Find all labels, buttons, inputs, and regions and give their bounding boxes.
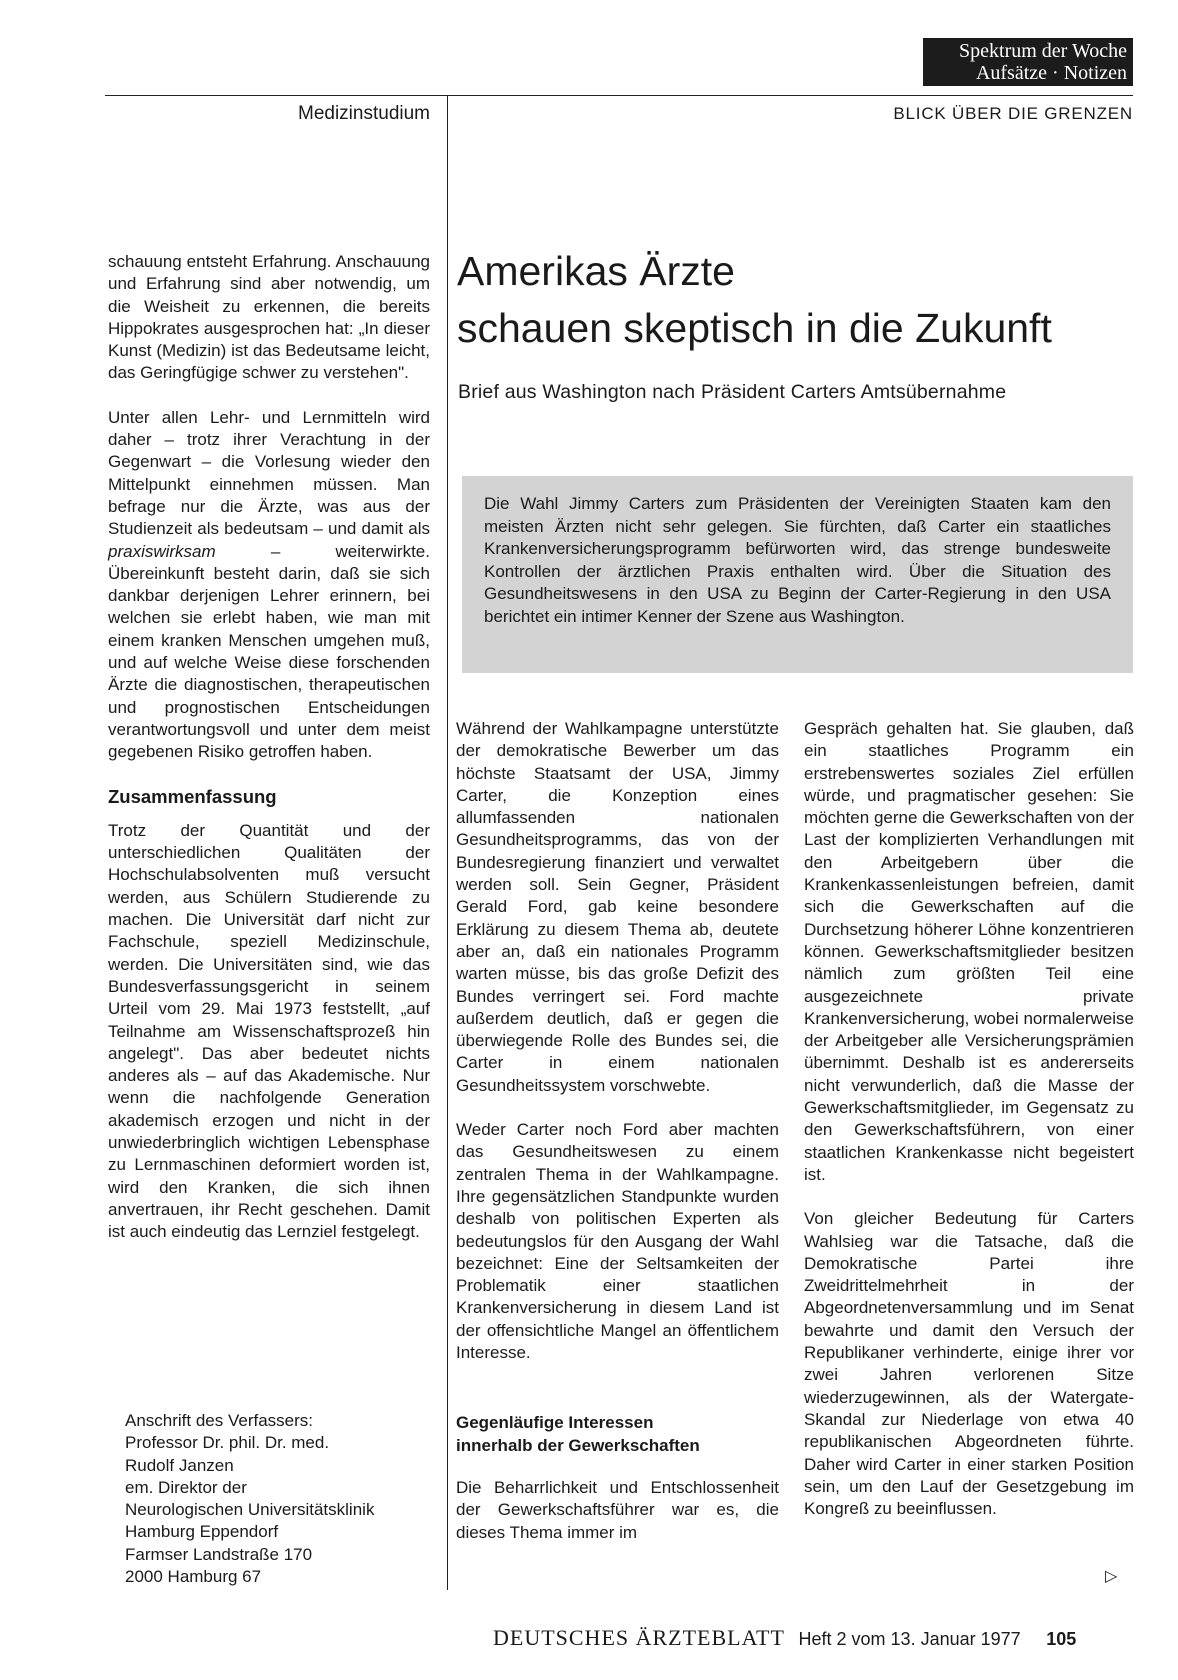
page-footer: [493, 1625, 1076, 1651]
article-title: Amerikas Ärzte schauen skeptisch in die Zukunft: [457, 248, 1052, 351]
author-address: [125, 1410, 374, 1588]
issue-info: Heft 2 vom 13. Januar 1977: [798, 1629, 1021, 1649]
paragraph: Weder Carter noch Ford aber machten das Gesundheitswesen zu einem zentralen Thema in der Wahlkampagne. Ihre gegensätzlichen Standpunkte wurden deshalb von politischen Experten als bedeutungslos für den Ausgang der Wahl bezeichnet: Eine der Seltsamkeiten der Problematik einer staatlichen Krankenversicherung in diesem Land ist der offensichtliche Mangel an öffentlichem Interesse.: [456, 1120, 779, 1363]
emphasis: praxiswirksam: [108, 541, 216, 561]
badge-line-2: Aufsätze · Notizen: [975, 62, 1127, 84]
address-line: Hamburg Eppendorf: [125, 1522, 279, 1542]
section-header-left: Medizinstudium: [298, 103, 430, 124]
paragraph: Gespräch gehalten hat. Sie glauben, daß ein staatliches Programm ein erstrebenswertes soziales Ziel erfüllen würde, und pragmatischer gesehen: Sie möchten gerne die Gewerkschaften von der Last der komplizierten Verhandlungen mit den Arbeitgebern über die Krankenkassenleistungen befreien, damit sich die Gewerkschaften auf die Durchsetzung höherer Löhne konzentrieren können. Gewerkschaftsmitglieder besitzen nämlich zum größten Teil eine ausgezeichnete private Krankenversicherung, wobei normalerweise der Arbeitgeber alle Versicherungsprämien übernimmt. Deshalb ist es andererseits nicht verwunderlich, daß die Masse der Gewerkschaftsmitglieder, im Gegensatz zu den Gewerkschaftsführern, von einer staatlichen Krankenkasse nicht begeistert ist.: [804, 719, 1134, 1184]
page-number: 105: [1046, 1629, 1077, 1649]
column-right: [804, 718, 1134, 1520]
badge-line-1: Spektrum der Woche: [959, 40, 1127, 62]
column-divider: [447, 95, 448, 1590]
address-line: Farmser Landstraße 170: [125, 1544, 313, 1564]
subheading: Gegenläufige Interessen innerhalb der Gewerkschaften: [456, 1413, 700, 1455]
header-rule: [105, 95, 1133, 96]
address-line: Rudolf Janzen: [125, 1455, 234, 1475]
address-line: Neurologischen Universitätsklinik: [125, 1500, 375, 1520]
address-line: em. Direktor der: [125, 1477, 247, 1497]
paragraph: Die Beharrlichkeit und Entschlossenheit der Gewerkschaftsführer war es, die dieses Thema immer im: [456, 1477, 779, 1542]
section-badge: [923, 38, 1133, 86]
paragraph: schauung entsteht Erfahrung. Anschauung und Erfahrung sind aber notwendig, um die Weisheit zu erkennen, die bereits Hippokrates ausgesprochen hat: „In dieser Kunst (Medizin) ist das Bedeutsame leicht, das Geringfügige schwer zu verstehen".: [108, 252, 430, 383]
address-line: 2000 Hamburg 67: [125, 1567, 262, 1587]
teaser-box: [462, 476, 1133, 673]
magazine-name: DEUTSCHES ÄRZTEBLATT: [493, 1625, 785, 1650]
teaser-text: Die Wahl Jimmy Carters zum Präsidenten der Vereinigten Staaten kam den meisten Ärzten nicht sehr gelegen. Sie fürchten, daß Carter ein staatliches Krankenversicherungsprogramm befürworten wird, das strenge bundesweite Kontrollen der ärztlichen Praxis enthalten wird. Über die Situation des Gesundheitswesens in den USA zu Beginn der Carter-Regierung in den USA berichtet ein intimer Kenner der Szene aus Washington.: [484, 494, 1111, 626]
address-line: Professor Dr. phil. Dr. med.: [125, 1433, 330, 1453]
paragraph: Während der Wahlkampagne unterstützte der demokratische Bewerber um das höchste Staatsamt der USA, Jimmy Carter, die Konzeption eines allumfassenden nationalen Gesundheitsprogramms, das von der Bundesregierung finanziert und verwaltet werden soll. Sein Gegner, Präsident Gerald Ford, gab keine besondere Erklärung zu diesem Thema ab, deutete aber an, daß ein nationales Programm warten müsse, bis das große Defizit des Bundes verringert sei. Ford machte außerdem deutlich, daß er gegen die überwiegende Rolle des Bundes sei, die Carter in einem nationalen Gesundheitssystem vorschwebte.: [456, 719, 779, 1095]
summary-heading: Zusammenfassung: [108, 785, 277, 807]
paragraph: Unter allen Lehr- und Lernmitteln wird daher – trotz ihrer Verachtung in der Gegenwart – die Vorlesung wieder den Mittelpunkt einnehmen müssen. Man befrage nur die Ärzte, was aus der Studienzeit als bedeutsam – und damit als praxiswirksam – weiterwirkte. Übereinkunft besteht darin, daß sie sich dankbar derjenigen Lehrer erinnern, bei welchen sie erlebt haben, wie man mit einem kranken Menschen umgehen muß, und auf welche Weise diese forschenden Ärzte die diagnostischen, therapeutischen und prognostischen Entscheidungen verantwortungsvoll und unter dem meist gegebenen Risiko getroffen haben.: [108, 407, 430, 762]
summary-paragraph: Trotz der Quantität und der unterschiedlichen Qualitäten der Hochschulabsolventen muß versucht werden, aus Schülern Studierende zu machen. Die Universität darf nicht zur Fachschule, speziell Medizinschule, werden. Die Universitäten sind, wie das Bundesverfassungsgericht in seinem Urteil vom 29. Mai 1973 feststellt, „auf Teilnahme am Wissenschaftsprozeß hin angelegt". Das aber bedeutet nichts anderes als – auf das Akademische. Nur wenn die nachfolgende Generation akademisch erzogen und nicht in der unwiederbringlich wichtigen Lebensphase zu Lernmaschinen deformiert worden ist, wird den Kranken, die sich ihnen anvertrauen, ihr Recht geschehen. Damit ist auch eindeutig das Lernziel festgelegt.: [108, 820, 430, 1242]
column-left: [108, 251, 430, 1243]
article-subtitle: Brief aus Washington nach Präsident Carters Amtsübernahme: [458, 381, 1007, 403]
column-middle: [456, 718, 779, 1544]
section-header-right: BLICK ÜBER DIE GRENZEN: [893, 104, 1133, 123]
address-line: Anschrift des Verfassers:: [125, 1411, 314, 1430]
continue-arrow-icon: ▷: [1105, 1568, 1118, 1585]
paragraph: Von gleicher Bedeutung für Carters Wahlsieg war die Tatsache, daß die Demokratische Partei ihre Zweidrittelmehrheit in der Abgeordnetenversammlung und im Senat bewahrte und damit den Versuch der Republikaner verhinderte, einige ihrer vor zwei Jahren verlorenen Sitze wiederzugewinnen, als der Watergate-Skandal zur Niederlage von etwa 40 republikanischen Abgeordneten führte. Daher wird Carter in einer starken Position sein, um den Lauf der Gesetzgebung im Kongreß zu beeinflussen.: [804, 1209, 1134, 1519]
